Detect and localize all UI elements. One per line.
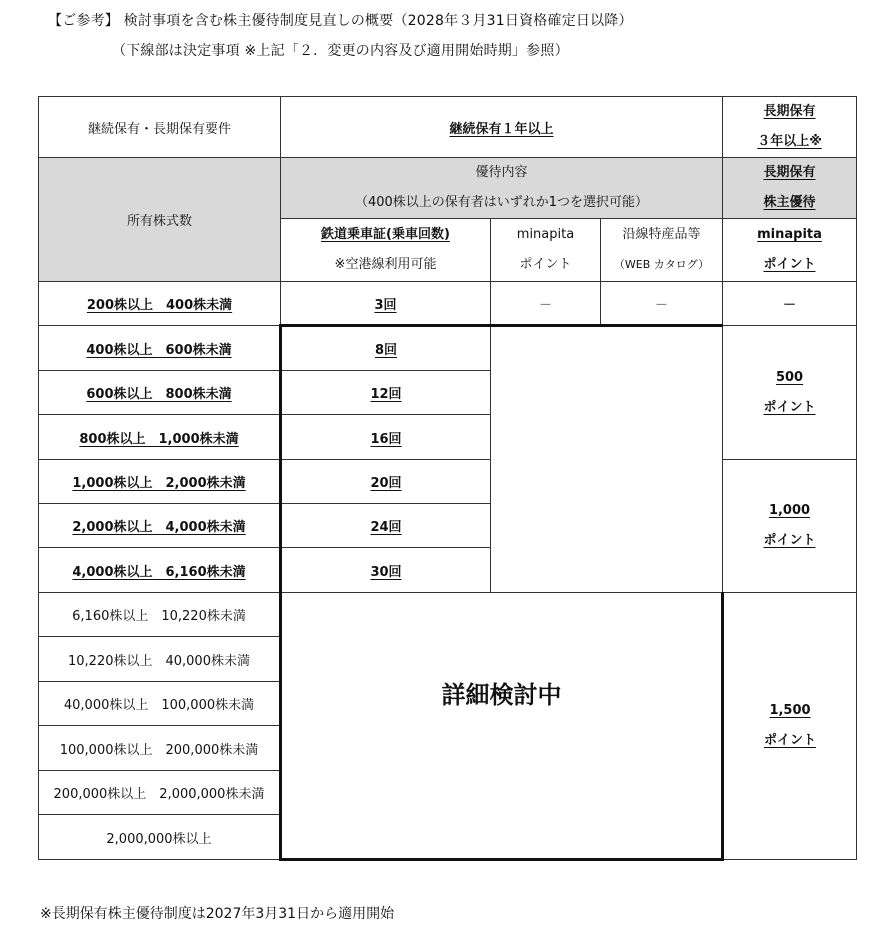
rail-cell: 20回: [281, 460, 491, 504]
shares-cell: 2,000,000株以上: [39, 815, 281, 860]
shares-cell: 40,000株以上 100,000株未満: [39, 682, 281, 726]
long-points-1500: 1,500 ポイント: [723, 593, 857, 860]
shares-label: 所有株式数: [39, 158, 281, 282]
rail-pass-header: 鉄道乗車証(乗車回数) ※空港線利用可能: [281, 219, 491, 282]
shares-cell: 400株以上 600株未満: [39, 326, 281, 371]
under-review-cell: [281, 593, 723, 860]
continuous-label: 継続保有１年以上: [281, 97, 723, 158]
shares-cell: 6,160株以上 10,220株未満: [39, 593, 281, 637]
long-term-benefit-label: 長期保有 株主優待: [723, 158, 857, 219]
benefit-table: [38, 96, 857, 861]
local-products-header: 沿線特産品等 （WEB カタログ）: [601, 219, 723, 282]
footnote: ※長期保有株主優待制度は2027年3月31日から適用開始: [40, 906, 395, 922]
rail-cell: 8回: [281, 326, 491, 371]
long-points-1000: 1,000 ポイント: [723, 460, 857, 593]
minapita-header: minapita ポイント: [491, 219, 601, 282]
header-line-1: 【ご参考】 検討事項を含む株主優待制度見直しの概要（2028年３月31日資格確定日以降）: [48, 13, 633, 29]
shares-cell: 10,220株以上 40,000株未満: [39, 637, 281, 682]
local-cell: －: [601, 282, 723, 326]
long-cell: －: [723, 282, 857, 326]
shares-cell: 1,000株以上 2,000株未満: [39, 460, 281, 504]
table-row: [39, 460, 857, 504]
shares-cell: 2,000株以上 4,000株未満: [39, 504, 281, 548]
rail-cell: 16回: [281, 415, 491, 460]
shares-cell: 100,000株以上 200,000株未満: [39, 726, 281, 771]
shares-cell: 200株以上 400株未満: [39, 282, 281, 326]
rail-cell: 12回: [281, 371, 491, 415]
rail-cell: 24回: [281, 504, 491, 548]
shares-cell: 200,000株以上 2,000,000株未満: [39, 771, 281, 815]
long-term-label: 長期保有 ３年以上※: [723, 97, 857, 158]
long-minapita-header: minapita ポイント: [723, 219, 857, 282]
rail-cell: 30回: [281, 548, 491, 593]
table-row: [39, 282, 857, 326]
header-row-benefit: [39, 158, 857, 219]
long-points-500: 500 ポイント: [723, 326, 857, 460]
minapita-cell: －: [491, 282, 601, 326]
rail-cell: 3回: [281, 282, 491, 326]
shares-cell: 600株以上 800株未満: [39, 371, 281, 415]
under-review-text: 詳細検討中: [441, 681, 562, 709]
header-line-2: （下線部は決定事項 ※上記「２．変更の内容及び適用開始時期」参照）: [112, 43, 569, 59]
table-row: [39, 593, 857, 637]
header-row-requirement: [39, 97, 857, 158]
table-row: [39, 326, 857, 371]
requirement-label: 継続保有・長期保有要件: [39, 97, 281, 158]
review-top-right: [491, 326, 723, 593]
shares-cell: 800株以上 1,000株未満: [39, 415, 281, 460]
benefit-label: 優待内容 （400株以上の保有者はいずれか1つを選択可能）: [281, 158, 723, 219]
shares-cell: 4,000株以上 6,160株未満: [39, 548, 281, 593]
